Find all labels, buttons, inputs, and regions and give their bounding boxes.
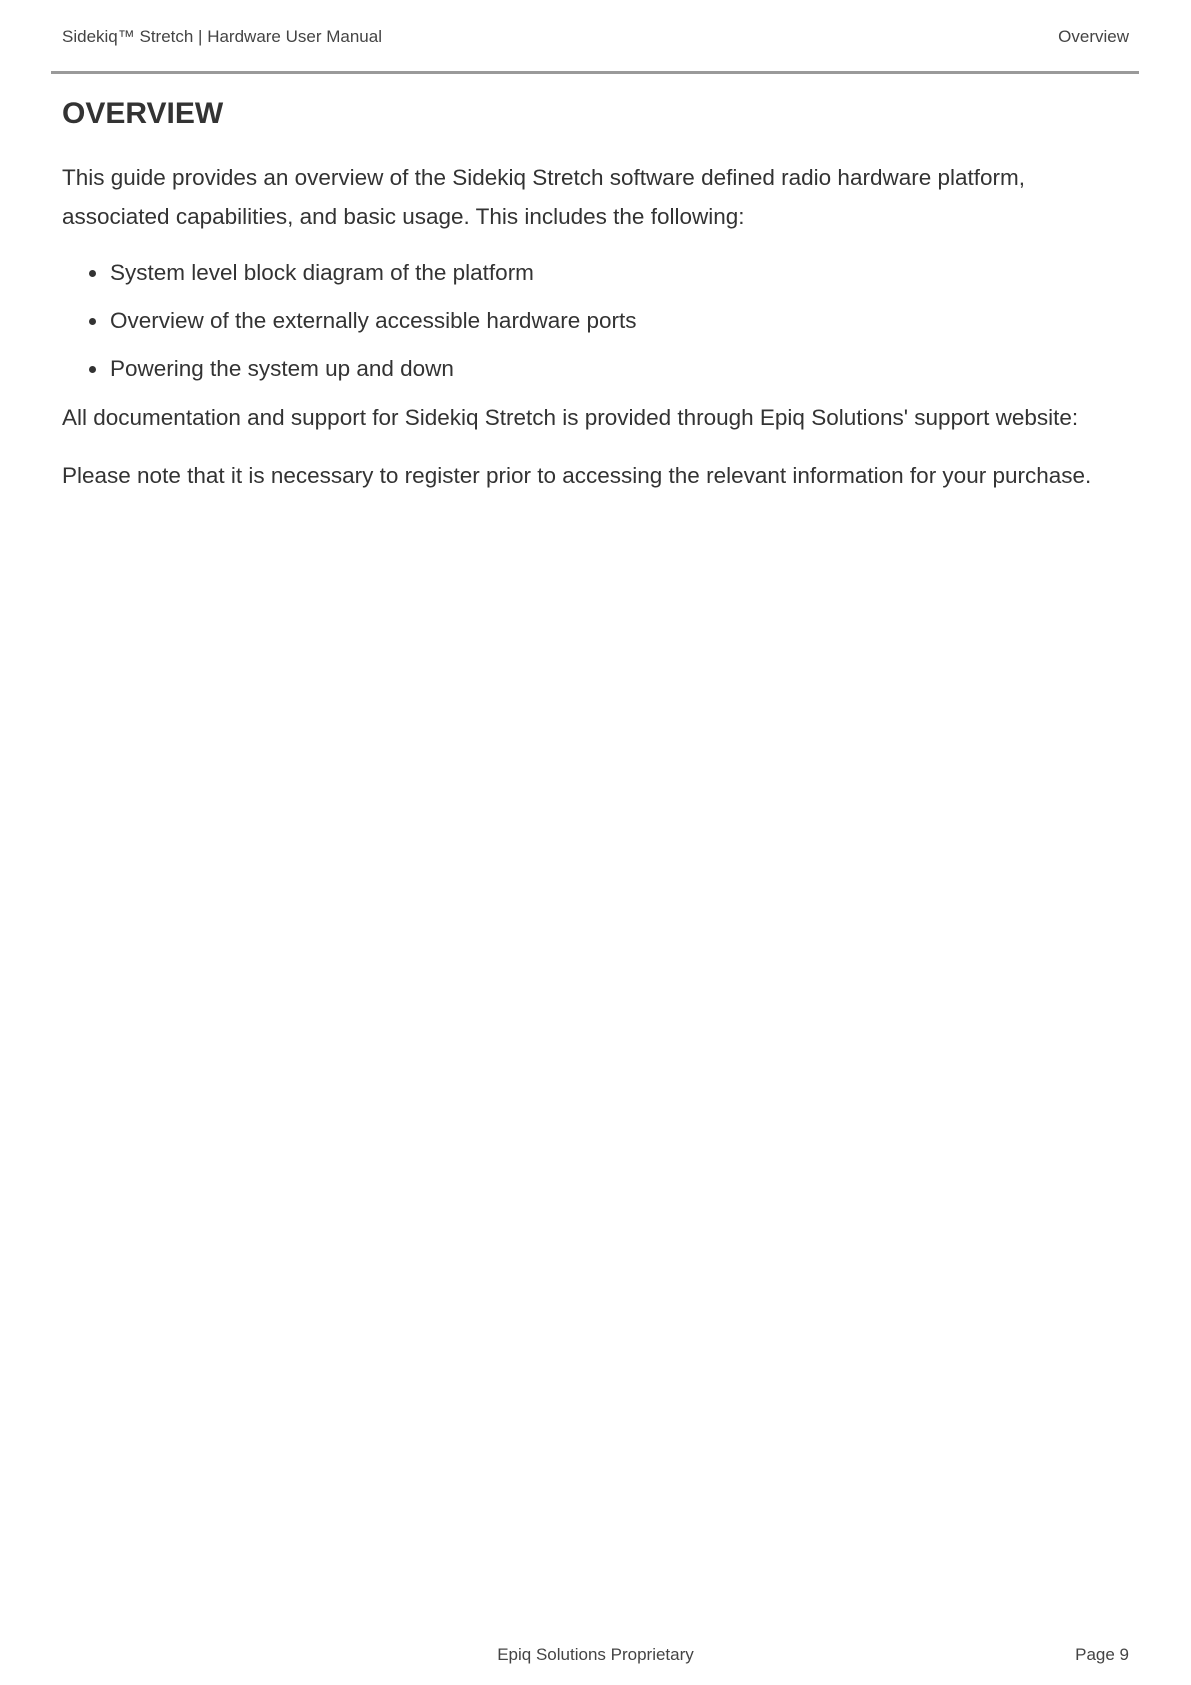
bullet-icon — [89, 318, 96, 325]
support-paragraph: All documentation and support for Sidekiq Stretch is provided through Epiq Solutions' support website: — [62, 405, 1079, 430]
section-title: OVERVIEW — [62, 97, 224, 130]
feature-list — [62, 253, 1129, 388]
bullet-icon — [89, 270, 96, 277]
list-item — [110, 253, 1129, 292]
list-item — [110, 301, 1129, 340]
registration-note: Please note that it is necessary to register prior to accessing the relevant information for your purchase. — [62, 463, 1092, 488]
page-number: Page 9 — [1075, 1645, 1129, 1664]
list-item — [110, 349, 1129, 388]
page-header — [62, 27, 1129, 51]
list-item-text: Overview of the externally accessible hardware ports — [110, 308, 637, 333]
header-section-name: Overview — [1058, 27, 1129, 46]
page-footer — [62, 1645, 1129, 1669]
bullet-icon — [89, 366, 96, 373]
header-divider — [51, 71, 1139, 74]
footer-proprietary-label: Epiq Solutions Proprietary — [497, 1645, 694, 1664]
list-item-text: Powering the system up and down — [110, 356, 454, 381]
page-content — [62, 94, 1129, 495]
intro-paragraph: This guide provides an overview of the Sidekiq Stretch software defined radio hardware platform, associated capabilities, and basic usage. This includes the following: — [62, 165, 1026, 229]
list-item-text: System level block diagram of the platform — [110, 260, 534, 285]
header-document-title: Sidekiq™ Stretch | Hardware User Manual — [62, 27, 382, 46]
